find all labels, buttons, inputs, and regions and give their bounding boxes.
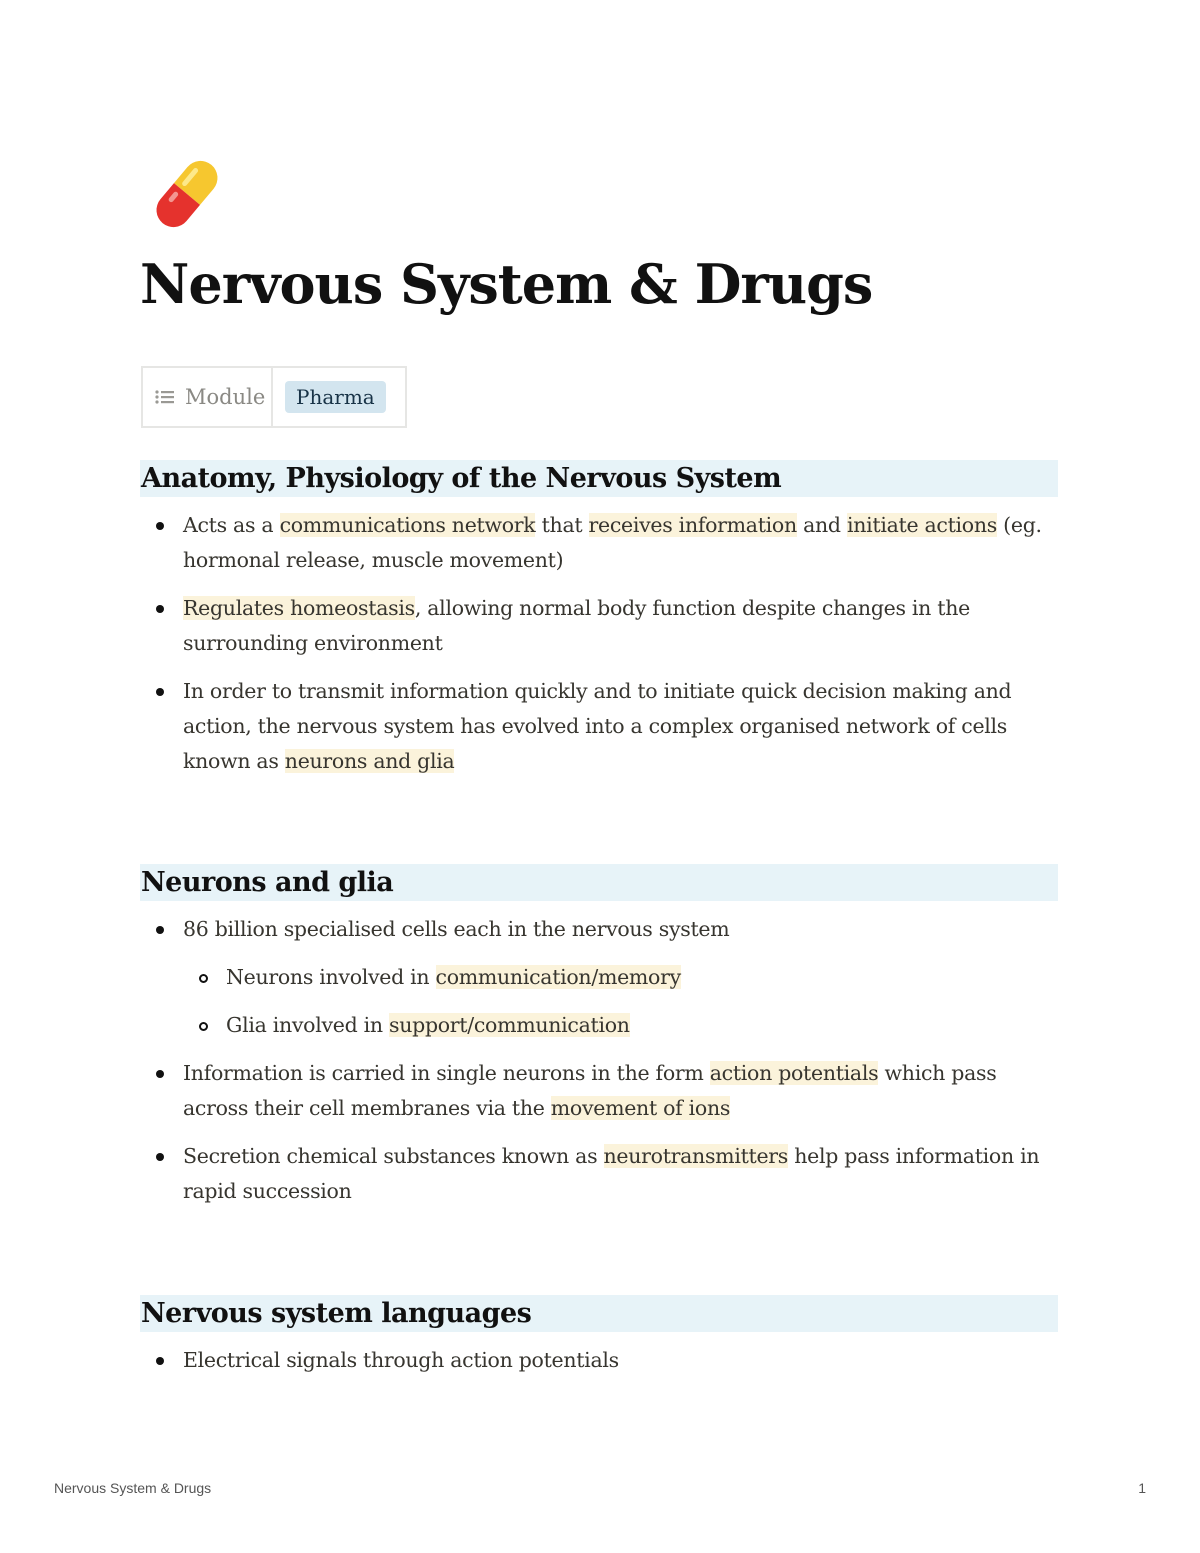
- list-icon: [155, 389, 175, 405]
- page-number: 1: [1138, 1480, 1146, 1496]
- list-item: In order to transmit information quickly and to initiate quick decision making and action, the nervous system has evolved into a complex organised network of cells known as neurons and glia: [140, 674, 1058, 779]
- bullet-list: [140, 508, 1058, 779]
- list-item: Secretion chemical substances known as neurotransmitters help pass information in rapid succession: [140, 1139, 1058, 1209]
- sub-bullet-list: [183, 960, 1058, 1043]
- highlight: Regulates homeostasis: [183, 596, 415, 620]
- list-item: 86 billion specialised cells each in the nervous system Neurons involved in communication/memory Glia involved in support/communication: [140, 912, 1058, 1043]
- list-item: Electrical signals through action potentials: [140, 1343, 1058, 1378]
- footer-title: Nervous System & Drugs: [54, 1480, 212, 1496]
- highlight: action potentials: [709, 1061, 879, 1085]
- section-heading: Neurons and glia: [140, 864, 1058, 901]
- property-module[interactable]: [143, 368, 273, 426]
- pill-icon: [145, 152, 229, 236]
- section-anatomy: [140, 460, 1058, 779]
- list-item: Information is carried in single neurons in the form action potentials which pass across their cell membranes via the movement of ions: [140, 1056, 1058, 1126]
- list-item: Neurons involved in communication/memory: [183, 960, 1058, 995]
- highlight: receives information: [588, 513, 797, 537]
- highlight: neurons and glia: [284, 749, 455, 773]
- bullet-list: [140, 1343, 1058, 1378]
- list-item: Glia involved in support/communication: [183, 1008, 1058, 1043]
- list-item: Acts as a communications network that receives information and initiate actions (eg. hormonal release, muscle movement): [140, 508, 1058, 578]
- bullet-list: [140, 912, 1058, 1209]
- property-module-label: Module: [185, 385, 266, 409]
- highlight: support/communication: [389, 1013, 630, 1037]
- highlight: communications network: [279, 513, 536, 537]
- highlight: movement of ions: [550, 1096, 731, 1120]
- section-heading: Nervous system languages: [140, 1295, 1058, 1332]
- highlight: neurotransmitters: [603, 1144, 789, 1168]
- section-languages: [140, 1295, 1058, 1378]
- highlight: communication/memory: [435, 965, 681, 989]
- list-item: Regulates homeostasis, allowing normal body function despite changes in the surrounding environment: [140, 591, 1058, 661]
- module-tag: Pharma: [285, 381, 386, 413]
- page-title: Nervous System & Drugs: [140, 252, 873, 316]
- section-neurons: [140, 864, 1058, 1209]
- property-table: [141, 366, 407, 428]
- section-heading: Anatomy, Physiology of the Nervous System: [140, 460, 1058, 497]
- property-module-value[interactable]: [273, 368, 405, 426]
- highlight: initiate actions: [846, 513, 997, 537]
